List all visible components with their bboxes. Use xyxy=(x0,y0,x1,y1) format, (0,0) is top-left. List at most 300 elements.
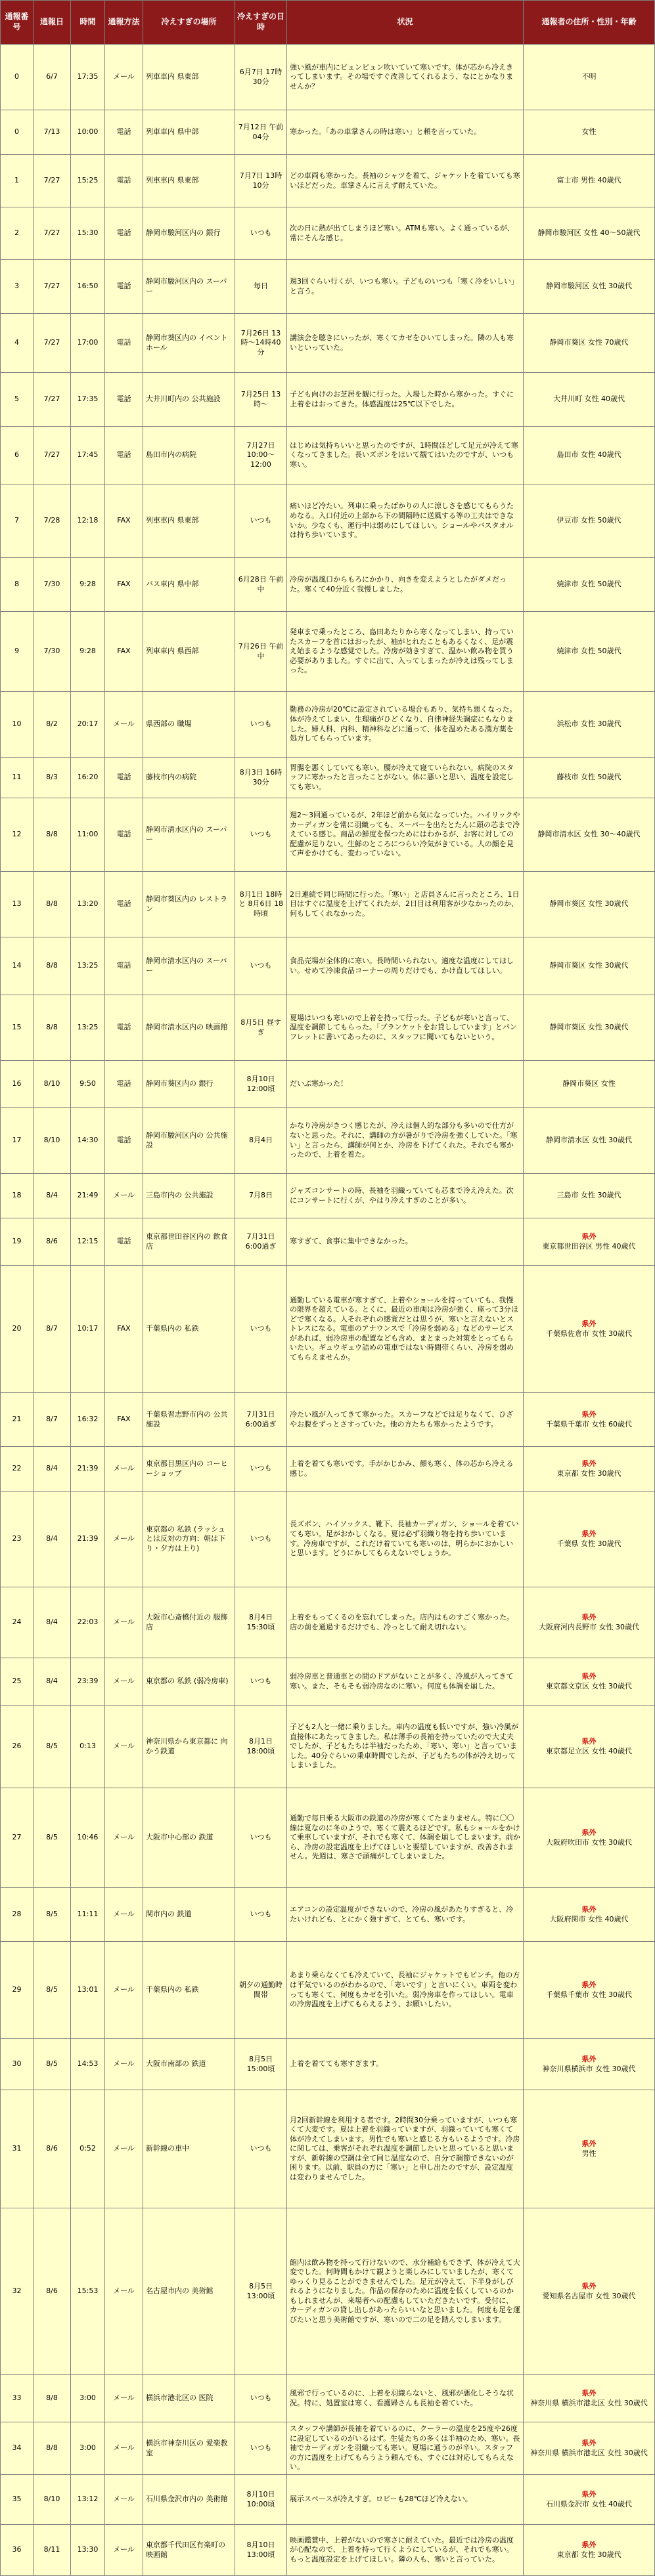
prefecture-outside-badge: 県外 xyxy=(581,2388,597,2397)
cell-situation: 強い風が車内にビュンビュン吹いていて寒いです。体が芯から冷えきってしまいます。その場ですぐ改善してくれるよう、なにとかなりませんか？ xyxy=(287,45,524,110)
cell-reporter xyxy=(524,1942,655,2039)
cell-time: 16:32 xyxy=(71,1393,105,1447)
cell-when: 7月8日 xyxy=(235,1174,287,1218)
cell-place: 静岡市葵区内の イベントホール xyxy=(143,314,235,373)
reporter-text: 島田市 女性 40歳代 xyxy=(556,450,621,460)
cell-place: 県西部の 職場 xyxy=(143,692,235,758)
cell-place: 静岡市駿河区内の 公共施設 xyxy=(143,1108,235,1174)
cell-place: 藤枝市内の病院 xyxy=(143,758,235,798)
cell-reporter xyxy=(524,110,655,155)
cell-time: 13:12 xyxy=(71,2475,105,2525)
prefecture-outside-badge: 県外 xyxy=(581,1459,597,1468)
cell-no: 28 xyxy=(1,1888,34,1942)
reporter-text: 石川県金沢市 女性 40歳代 xyxy=(546,2499,632,2508)
cell-no: 35 xyxy=(1,2475,34,2525)
cell-time: 23:39 xyxy=(71,1658,105,1706)
cell-date: 7/27 xyxy=(34,260,71,314)
cell-place: 関市内の 鉄道 xyxy=(143,1888,235,1942)
cell-date: 8/10 xyxy=(34,1061,71,1108)
header-cell: 時間 xyxy=(71,1,105,45)
table-row xyxy=(1,1888,655,1942)
cell-date: 8/3 xyxy=(34,758,71,798)
cell-situation: はじめは気持ちいいと思ったのですが、1時間ほどして足元が冷えて寒くなってきました。長いズボンをはいて観てはいたのですが、いつも寒い。 xyxy=(287,427,524,484)
cell-time: 15:30 xyxy=(71,207,105,260)
cell-situation: 次の日に熱が出てしまうほど寒い。ATMも寒い。よく通っているが、常にそんな感じ。 xyxy=(287,207,524,260)
cell-method: メール xyxy=(105,2475,143,2525)
cell-time: 3:00 xyxy=(71,2422,105,2475)
cell-situation: 月2回新幹線を利用する者です。2時間30分乗っていますが、いつも寒くて大変です。夏は上着を羽織っていますが、羽織っていても寒くて体が冷えてしまいます。男性でも寒いと感じる方もいるようです。冷房に関しては、乗客がそれぞれ温度を調節したいと思っていると思いますが、新幹線の空調は全て同じ温度なので、自分で調節できないのが困ります。以前、駅員の方に「寒い」と申し出たのですが、設定温度は変わりませんでした。 xyxy=(287,2090,524,2208)
cell-no: 0 xyxy=(1,45,34,110)
cell-when: 8月10日 13:00頃 xyxy=(235,2525,287,2576)
cell-when: 朝夕の通勤時間帯 xyxy=(235,1942,287,2039)
table-row xyxy=(1,2375,655,2422)
cell-time: 0:13 xyxy=(71,1706,105,1788)
cell-method: メール xyxy=(105,1658,143,1706)
cell-reporter xyxy=(524,373,655,427)
cell-reporter xyxy=(524,1174,655,1218)
cell-no: 24 xyxy=(1,1587,34,1658)
cell-method: メール xyxy=(105,1447,143,1492)
cell-place: 静岡市葵区内の レストラン xyxy=(143,872,235,937)
cell-reporter xyxy=(524,758,655,798)
cell-place: 東京都の 私鉄 (ラッシュとは反対の方向：朝は下り・夕方は上り) xyxy=(143,1492,235,1587)
cell-no: 0 xyxy=(1,110,34,155)
cell-situation: どの車両も寒かった。長袖のシャツを着て、ジャケットを着ていても寒いほどだった。車掌さんに言えず耐えていた。 xyxy=(287,155,524,207)
reporter-text: 静岡市葵区 女性 xyxy=(562,1079,616,1088)
cell-place: 大井川町内の 公共施設 xyxy=(143,373,235,427)
cell-no: 32 xyxy=(1,2208,34,2375)
reporter-text: 静岡市葵区 女性 30歳代 xyxy=(549,961,629,970)
cell-place: 列車車内 県東部 xyxy=(143,155,235,207)
table-row xyxy=(1,995,655,1061)
cell-place: 静岡市駿河区内の 銀行 xyxy=(143,207,235,260)
cell-reporter xyxy=(524,692,655,758)
cell-method: メール xyxy=(105,2090,143,2208)
cell-no: 12 xyxy=(1,798,34,872)
cell-situation: 週2～3回通っているが、2年ほど前から気になっていた。ハイリックやカーディガンを常に羽織っても、スーパーを出たとたんに頭の芯まで冷えている感じ。商品の鮮度を保つためにはわかるが、お客に対しての配慮が足りない。生鮮のところにつらい冷気がきている。人の顔を見て声をかけても、変わっていない。 xyxy=(287,798,524,872)
cell-reporter xyxy=(524,798,655,872)
cell-date: 8/4 xyxy=(34,1658,71,1706)
cell-time: 13:20 xyxy=(71,872,105,937)
cell-method: 電話 xyxy=(105,1061,143,1108)
cell-situation: 講演会を聴きにいったが、寒くてカゼをひいてしまった。隣の人も寒いといっていた。 xyxy=(287,314,524,373)
cell-reporter xyxy=(524,1218,655,1266)
cell-time: 15:25 xyxy=(71,155,105,207)
reporter-text: 千葉県千葉市 女性 60歳代 xyxy=(546,1419,632,1428)
cell-method: メール xyxy=(105,2422,143,2475)
cell-place: 大阪市心斎橋付近の 服飾店 xyxy=(143,1587,235,1658)
table-row xyxy=(1,207,655,260)
cell-reporter xyxy=(524,937,655,995)
cell-date: 7/27 xyxy=(34,207,71,260)
cell-reporter xyxy=(524,612,655,692)
prefecture-outside-badge: 県外 xyxy=(581,1904,597,1914)
cell-no: 20 xyxy=(1,1266,34,1393)
prefecture-outside-badge: 県外 xyxy=(581,1529,597,1538)
cell-method: メール xyxy=(105,1492,143,1587)
cell-reporter xyxy=(524,484,655,558)
cell-situation: 上着を着ても寒いです。手がかじかみ、顔も寒く、体の芯から冷える感じ。 xyxy=(287,1447,524,1492)
cell-reporter xyxy=(524,558,655,612)
cell-time: 21:39 xyxy=(71,1447,105,1492)
cell-situation: スタッフや講師が長袖を着ているのに、クーラーの温度を25度や26度に設定しているのがいるはず。生徒たちの多くは半袖のため、寒い。長袖でカーディガンを羽織っても寒い。夏場に通うのが辛い。スタッフの方に温度を上げてもらうよう頼んでも、すぐには対応してもらえない。 xyxy=(287,2422,524,2475)
cell-when: いつも xyxy=(235,1266,287,1393)
cell-date: 8/5 xyxy=(34,1706,71,1788)
table-row xyxy=(1,1706,655,1788)
cell-time: 21:39 xyxy=(71,1492,105,1587)
cell-reporter xyxy=(524,2525,655,2576)
cell-date: 8/5 xyxy=(34,1942,71,2039)
cell-no: 30 xyxy=(1,2039,34,2090)
table-body xyxy=(1,45,655,2576)
prefecture-outside-badge: 県外 xyxy=(581,1980,597,1989)
cell-place: 島田市内の病院 xyxy=(143,427,235,484)
header-cell: 状況 xyxy=(287,1,524,45)
cell-situation: 映画鑑賞中、上着がないので寒さに耐えていた。最近では冷房の温度が心配なので、上着を持って行くようにしているが、それでも寒い。もっと温度設定を上げてほしい。隣の人も、寒いと言っていた。 xyxy=(287,2525,524,2576)
cell-date: 7/27 xyxy=(34,427,71,484)
cell-when: いつも xyxy=(235,207,287,260)
cell-date: 8/8 xyxy=(34,798,71,872)
cell-method: 電話 xyxy=(105,207,143,260)
cell-when: 6月28日 午前中 xyxy=(235,558,287,612)
reporter-text: 浜松市 女性 30歳代 xyxy=(556,719,621,729)
prefecture-outside-badge: 県外 xyxy=(581,1232,597,1241)
cell-date: 7/27 xyxy=(34,155,71,207)
cell-when: 8月10日 12:00頃 xyxy=(235,1061,287,1108)
table-row xyxy=(1,2475,655,2525)
cell-date: 8/2 xyxy=(34,692,71,758)
cell-situation: ジャズコンサートの時、長袖を羽織っていても芯まで冷え冷えた。次にコンサートに行くが、やはり冷えすぎのことが多い。 xyxy=(287,1174,524,1218)
reporter-text: 静岡市清水区 女性 30～40歳代 xyxy=(537,830,641,839)
cell-when: いつも xyxy=(235,1888,287,1942)
cell-situation: だいぶ寒かった！ xyxy=(287,1061,524,1108)
cell-time: 11:11 xyxy=(71,1888,105,1942)
cell-place: 静岡市駿河区内の スーパー xyxy=(143,260,235,314)
cell-time: 17:35 xyxy=(71,45,105,110)
cell-method: メール xyxy=(105,692,143,758)
cell-reporter xyxy=(524,995,655,1061)
cell-situation: 胃腸を悪くしていても寒い。腰が冷えて寝ていられない。病院のスタッフに寒かったと言ったことがない。体に悪いと思い、温度を設定しても寒い。 xyxy=(287,758,524,798)
cell-when: 7月7日 13時10分 xyxy=(235,155,287,207)
cell-method: メール xyxy=(105,1587,143,1658)
cell-date: 8/8 xyxy=(34,2422,71,2475)
prefecture-outside-badge: 県外 xyxy=(581,1612,597,1621)
cell-method: 電話 xyxy=(105,798,143,872)
cell-when: 7月12日 午前04分 xyxy=(235,110,287,155)
cell-time: 17:35 xyxy=(71,373,105,427)
prefecture-outside-badge: 県外 xyxy=(581,2489,597,2499)
reporter-text: 伊豆市 女性 50歳代 xyxy=(556,516,621,525)
reporter-text: 富士市 男性 40歳代 xyxy=(556,176,621,185)
cell-when: 8月5日 13:00頃 xyxy=(235,2208,287,2375)
cell-situation: 展示スペースが冷えすぎ。ロビーも28℃ほど冷えない。 xyxy=(287,2475,524,2525)
table-row xyxy=(1,2208,655,2375)
table-row xyxy=(1,314,655,373)
cell-time: 9:50 xyxy=(71,1061,105,1108)
cell-time: 17:00 xyxy=(71,314,105,373)
cell-method: FAX xyxy=(105,558,143,612)
cell-time: 13:01 xyxy=(71,1942,105,2039)
cell-situation: 痛いほど冷たい。列車に乗ったばかりの人に涼しさを感じてもらうためなる。入口付近の上部から下の間隔時に送風する等の工夫はできないか。少なくも、運行中は弱めにしてほしい。ショールやバスタオルは持ち歩いています。 xyxy=(287,484,524,558)
cell-place: バス車内 県中部 xyxy=(143,558,235,612)
cell-place: 静岡市葵区内の 銀行 xyxy=(143,1061,235,1108)
reporter-text: 焼津市 女性 50歳代 xyxy=(556,580,621,589)
cell-time: 12:18 xyxy=(71,484,105,558)
cell-when: 8月5日 15:00頃 xyxy=(235,2039,287,2090)
cell-no: 33 xyxy=(1,2375,34,2422)
cell-situation: 食品売場が全体的に寒い。長時間いられない。適度な温度にしてほしい。せめて冷凍食品コーナーの周りだけでも、かけ直してほしい。 xyxy=(287,937,524,995)
table-row xyxy=(1,373,655,427)
cell-no: 3 xyxy=(1,260,34,314)
cell-place: 静岡市清水区内の 映画館 xyxy=(143,995,235,1061)
cell-method: メール xyxy=(105,1888,143,1942)
cell-place: 千葉県習志野市内の 公共施設 xyxy=(143,1393,235,1447)
table-row xyxy=(1,692,655,758)
cell-reporter xyxy=(524,1108,655,1174)
table-row xyxy=(1,558,655,612)
table-row xyxy=(1,872,655,937)
cell-date: 8/10 xyxy=(34,2475,71,2525)
table-row xyxy=(1,1492,655,1587)
reporter-text: 女性 xyxy=(581,127,597,137)
prefecture-outside-badge: 県外 xyxy=(581,2054,597,2063)
cell-time: 9:28 xyxy=(71,558,105,612)
cell-place: 東京都目黒区内の コーヒーショップ xyxy=(143,1447,235,1492)
table-row xyxy=(1,1174,655,1218)
reporter-text: 焼津市 女性 50歳代 xyxy=(556,647,621,656)
cell-date: 7/13 xyxy=(34,110,71,155)
cell-reporter xyxy=(524,1587,655,1658)
table-row xyxy=(1,2422,655,2475)
cell-situation: 発車まで乗ったところ、島田あたりから寒くなってしまい、持っていたスカーフを首にはおったが、袖がとれたこともあるくなく、足が震え始まるような感覚でした。冷房が効きすぎて、温かい飲み物を買う必要がありました。すぐに出て、入ってしまったが冷えは残ってしまった。 xyxy=(287,612,524,692)
cell-method: メール xyxy=(105,2375,143,2422)
cell-no: 13 xyxy=(1,872,34,937)
reporter-text: 東京都足立区 女性 40歳代 xyxy=(546,1746,632,1755)
header-cell: 通報番号 xyxy=(1,1,34,45)
table-row xyxy=(1,45,655,110)
cell-date: 8/8 xyxy=(34,995,71,1061)
cell-time: 3:00 xyxy=(71,2375,105,2422)
cell-reporter xyxy=(524,1888,655,1942)
reporter-text: 藤枝市 女性 50歳代 xyxy=(556,773,621,782)
cell-no: 16 xyxy=(1,1061,34,1108)
reporter-text: 神奈川県横浜市 女性 30歳代 xyxy=(542,2064,636,2073)
cell-date: 8/6 xyxy=(34,2090,71,2208)
cell-time: 10:00 xyxy=(71,110,105,155)
cell-reporter xyxy=(524,1061,655,1108)
cell-date: 6/7 xyxy=(34,45,71,110)
cell-no: 17 xyxy=(1,1108,34,1174)
table-row xyxy=(1,1447,655,1492)
header-cell: 通報者の住所・性別・年齢 xyxy=(524,1,655,45)
cell-date: 8/8 xyxy=(34,2375,71,2422)
cell-no: 22 xyxy=(1,1447,34,1492)
cell-reporter xyxy=(524,1447,655,1492)
cell-when: いつも xyxy=(235,1492,287,1587)
cell-when: いつも xyxy=(235,1658,287,1706)
cell-no: 2 xyxy=(1,207,34,260)
cell-situation: 子ども2人と一緒に乗りました。車内の温度も低いですが、強い冷風が直接体にあたってきました。私は薄手の長袖を持っていたので大丈夫でしたが、子どもたちは半袖だったため、「寒い、寒い」と言っていました。40分ぐらいの乗車時間でしたが、子どもたちの体が冷え切ってしまいました。 xyxy=(287,1706,524,1788)
reporter-text: 神奈川県 横浜市港北区 女性 30歳代 xyxy=(530,2398,648,2407)
cell-date: 8/8 xyxy=(34,937,71,995)
cell-no: 26 xyxy=(1,1706,34,1788)
cell-time: 12:15 xyxy=(71,1218,105,1266)
table-row xyxy=(1,2039,655,2090)
cell-time: 10:46 xyxy=(71,1788,105,1888)
cell-when: 7月31日 6:00過ぎ xyxy=(235,1218,287,1266)
cell-time: 11:00 xyxy=(71,798,105,872)
prefecture-outside-badge: 県外 xyxy=(581,1828,597,1837)
table-row xyxy=(1,612,655,692)
table-row xyxy=(1,427,655,484)
cell-reporter xyxy=(524,260,655,314)
cell-place: 千葉県内の 私鉄 xyxy=(143,1266,235,1393)
reporter-text: 千葉県 女性 30歳代 xyxy=(556,1539,621,1548)
cell-situation: 風邪で行っているのに、上着を羽織らないと、風邪が悪化しそうな状況。特に、処置室は寒く、看護婦さんも長袖を着ていた。 xyxy=(287,2375,524,2422)
cell-situation: 週3回ぐらい行くが、いつも寒い。子どものいつも「寒く冷をいしい」と言う。 xyxy=(287,260,524,314)
cell-time: 13:25 xyxy=(71,995,105,1061)
table-row xyxy=(1,260,655,314)
cell-method: メール xyxy=(105,1788,143,1888)
cell-method: 電話 xyxy=(105,758,143,798)
cell-date: 8/4 xyxy=(34,1174,71,1218)
cell-no: 1 xyxy=(1,155,34,207)
cell-date: 7/27 xyxy=(34,314,71,373)
cell-method: 電話 xyxy=(105,314,143,373)
cell-date: 8/6 xyxy=(34,2208,71,2375)
cell-situation: あまり乗らなくても冷えていて、長袖にジャケットでもピンチ。他の方は平気でいるのがわかるので、「寒いです」と言いにくい。車両を変わっても寒くて、何度もカゼを引いた。弱冷房車を作ってほしい。電車の冷房温度を上げてもらえるよう、お願いしたい。 xyxy=(287,1942,524,2039)
cell-situation: かなり冷房がきつく感じたが、冷えは個人的な部分も多いので仕方がないと思った。それに、講師の方が暑がりで冷房を強くしていた。「寒い」と言ったら、講師が何とか、冷房を下げてくれた。それでも寒かったので、上着を着た。 xyxy=(287,1108,524,1174)
cell-no: 5 xyxy=(1,373,34,427)
cell-place: 千葉県内の 私鉄 xyxy=(143,1942,235,2039)
cell-date: 7/28 xyxy=(34,484,71,558)
cell-reporter xyxy=(524,1492,655,1587)
cell-when: いつも xyxy=(235,692,287,758)
cell-no: 25 xyxy=(1,1658,34,1706)
cell-method: メール xyxy=(105,1706,143,1788)
table-row xyxy=(1,1587,655,1658)
reporter-text: 大阪府関市 女性 40歳代 xyxy=(549,1914,629,1923)
cell-situation: 冷房が温風口からもろにかかり、向きを変えようとしたがダメだった。寒くて40分近く我慢しました。 xyxy=(287,558,524,612)
cell-time: 9:28 xyxy=(71,612,105,692)
cell-place: 神奈川県から東京都に 向かう鉄道 xyxy=(143,1706,235,1788)
cell-method: FAX xyxy=(105,1393,143,1447)
cell-place: 東京都世田谷区内の 飲食店 xyxy=(143,1218,235,1266)
cell-no: 34 xyxy=(1,2422,34,2475)
table-row xyxy=(1,1942,655,2039)
cell-situation: 長ズボン、ハイソックス、靴下、長袖カーディガン、ショールを着ていても寒い。足がおかしくなる。夏は必ず羽織り物を持ち歩いています。冷房車ですが、これだけ着ていても寒いのは、明らかにおかしいと思います。どうにかしてもらえないでしょうか。 xyxy=(287,1492,524,1587)
table-row xyxy=(1,484,655,558)
cell-when: 7月25日 13時～ xyxy=(235,373,287,427)
cell-no: 18 xyxy=(1,1174,34,1218)
cell-reporter xyxy=(524,207,655,260)
table-row xyxy=(1,798,655,872)
cell-method: 電話 xyxy=(105,1218,143,1266)
header-cell: 冷えすぎの日時 xyxy=(235,1,287,45)
cell-place: 列車車内 県東部 xyxy=(143,45,235,110)
cell-method: FAX xyxy=(105,484,143,558)
cell-when: 8月1日 18:00頃 xyxy=(235,1706,287,1788)
cell-place: 新幹線の車中 xyxy=(143,2090,235,2208)
cell-situation: 寒すぎて、食事に集中できなかった。 xyxy=(287,1218,524,1266)
cell-reporter xyxy=(524,1788,655,1888)
cell-date: 7/30 xyxy=(34,612,71,692)
cell-no: 31 xyxy=(1,2090,34,2208)
cell-no: 19 xyxy=(1,1218,34,1266)
cell-place: 大阪市南部の 鉄道 xyxy=(143,2039,235,2090)
cell-method: 電話 xyxy=(105,872,143,937)
cell-no: 36 xyxy=(1,2525,34,2576)
cell-time: 13:25 xyxy=(71,937,105,995)
cell-when: いつも xyxy=(235,1788,287,1888)
table-row xyxy=(1,1108,655,1174)
reporter-text: 神奈川県 横浜市港北区 女性 30歳代 xyxy=(530,2448,648,2457)
header-cell: 冷えすぎの場所 xyxy=(143,1,235,45)
reporter-text: 静岡市清水区 女性 30歳代 xyxy=(546,1136,632,1145)
cell-no: 4 xyxy=(1,314,34,373)
cell-date: 8/4 xyxy=(34,1492,71,1587)
cell-method: メール xyxy=(105,2039,143,2090)
cell-date: 8/8 xyxy=(34,872,71,937)
cell-when: 8月3日 16時30分 xyxy=(235,758,287,798)
cell-when: いつも xyxy=(235,798,287,872)
cell-time: 13:30 xyxy=(71,2525,105,2576)
table-row xyxy=(1,1788,655,1888)
table-header-row xyxy=(1,1,655,45)
cell-when: 毎日 xyxy=(235,260,287,314)
cell-when: いつも xyxy=(235,2422,287,2475)
cell-no: 21 xyxy=(1,1393,34,1447)
cell-situation: 通勤している電車が寒すぎて、上着やショールを持っていても、我慢の限界を超えている。とくに、最近の車両は冷房が強く、座って3分ほどで寒くなる。人それぞれの感覚だとは思うが、寒いと言えないとストレスになる。電車のアナウンスで「冷房を弱める」などのサービスがあれば、弱冷房車の配置なども含め、まとまった対策をとってもらいたい。ギュウギュウ詰めの電車ではない時間帯くらい、冷房を弱めてもらえませんか。 xyxy=(287,1266,524,1393)
header-cell: 通報日 xyxy=(34,1,71,45)
cell-place: 大阪市中心部の 鉄道 xyxy=(143,1788,235,1888)
cell-no: 11 xyxy=(1,758,34,798)
cell-place: 石川県金沢市内の 美術館 xyxy=(143,2475,235,2525)
cell-time: 16:50 xyxy=(71,260,105,314)
cell-date: 7/30 xyxy=(34,558,71,612)
cell-no: 7 xyxy=(1,484,34,558)
cell-when: 8月4日 15:30頃 xyxy=(235,1587,287,1658)
cell-situation: 上着をもってくるのを忘れてしまった。店内はものすごく寒かった。店の前を通過するだけでも、冷っとして耐え切れない。 xyxy=(287,1587,524,1658)
cell-when: 8月10日 10:00頃 xyxy=(235,2475,287,2525)
table-row xyxy=(1,1061,655,1108)
table-row xyxy=(1,1393,655,1447)
cell-situation: 冷たい風が入ってきて寒かった。スカーフなどでは足りなくて、ひざやお腹をずっとさすっていた。他の方たちも寒かったようです。 xyxy=(287,1393,524,1447)
prefecture-outside-badge: 県外 xyxy=(581,1736,597,1746)
cell-situation: 上着を着てても寒すぎます。 xyxy=(287,2039,524,2090)
cell-situation: 2日連続で同じ時間に行った。「寒い」と店員さんに言ったところ、1日目はすぐに温度を上げてくれたが、2日目は利用客が少なかったのか、何もしてくれなかった。 xyxy=(287,872,524,937)
reporter-text: 東京都 女性 30歳代 xyxy=(556,2550,621,2559)
cell-time: 17:45 xyxy=(71,427,105,484)
cell-method: 電話 xyxy=(105,995,143,1061)
cell-situation: 子ども向けのお芝居を観に行った。入場した時から寒かった。すぐに上着をはおってきた。体感温度は25℃以下でした。 xyxy=(287,373,524,427)
cell-situation: エアコンの設定温度ができないので、冷房の風があたりすぎると、冷たいけれども、とにかく強すぎて、とても、寒いです。 xyxy=(287,1888,524,1942)
cell-situation: 夏場はいつも寒いので上着を持って行った。子どもが寒いと言って、温度を調節してもらった。「ブランケットをお貸ししています」とパンフレットに書いてあったのに、スタッフに聞いてもないという。 xyxy=(287,995,524,1061)
cell-place: 東京都千代田区有楽町の映画館 xyxy=(143,2525,235,2576)
reporter-text: 大井川町 女性 40歳代 xyxy=(553,395,625,404)
reporter-text: 不明 xyxy=(581,72,597,81)
reporter-text: 東京都文京区 女性 30歳代 xyxy=(546,1681,632,1690)
reporter-text: 男性 xyxy=(581,2149,597,2158)
reporter-text: 千葉県佐倉市 女性 30歳代 xyxy=(546,1329,632,1338)
cell-situation: 館内は飲み物を持って行けないので、水分補給もできず、体が冷えて大変でした。何時間もかけて観ようと楽しみにしていましたが、寒くてゆっくり見ることができませんでした。足元が冷えて、下半身がしびれるようになりました。作品の保存のために温度を低くしているのかもしれませんが、来場者への配慮もしていただきたいです。受付に、カーディガンの貸し出しがあったらいいなと思いました。何度も足を運びたいと思う美術館ですが、寒いので二の足を踏んでしまいます。 xyxy=(287,2208,524,2375)
cell-place: 列車車内 県中部 xyxy=(143,110,235,155)
cell-when: 8月1日 18時と 8月6日 18時頃 xyxy=(235,872,287,937)
reporter-text: 愛知県名古屋市 女性 30歳代 xyxy=(542,2291,636,2300)
cell-reporter xyxy=(524,872,655,937)
cell-reporter xyxy=(524,2090,655,2208)
cell-when: いつも xyxy=(235,937,287,995)
